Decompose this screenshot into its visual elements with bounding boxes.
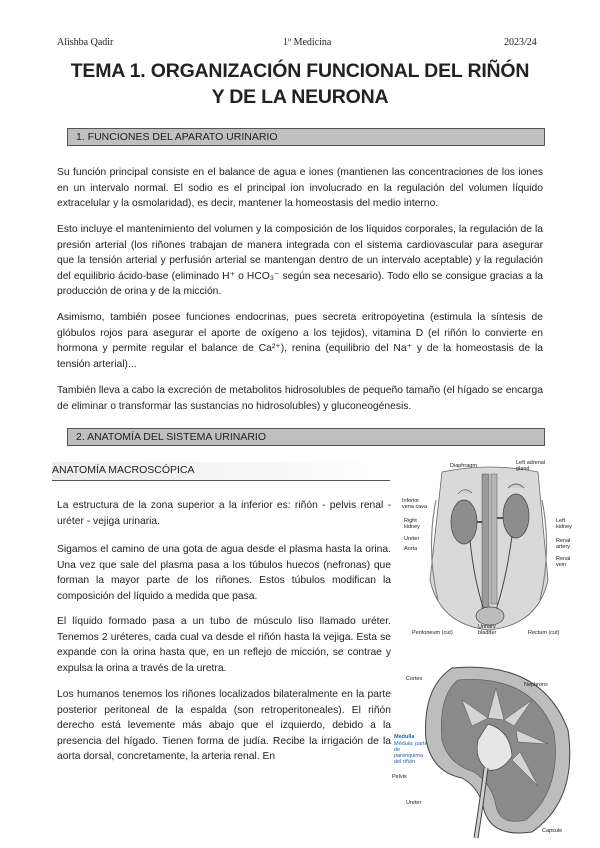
label-inferior-vena-cava: Inferior vena cava [402,498,428,510]
paragraph: Esto incluye el mantenimiento del volumen y la composición de los líquidos corporales, la regulación de la presión arterial (los riñones trabajan de manera integrada con el sistema cardiovascular para asegurar que la tensión arterial y perfusión arterial se mantengan dentro de un intervalo aceptable) y la regulación del equilibrio ácido-base (eliminado H⁺ o HCO₃⁻ según sea necesario). Todo ello se consigue gracias a la producción de orina y de la micción. [57,224,543,298]
paragraph: Asimismo, también posee funciones endocrinas, pues secreta eritropoyetina (estimula la síntesis de glóbulos rojos para asegurar el aporte de oxígeno a los tejidos), vitamina D (el riñón lo convierte en hormona y permite regular el balance de Ca²⁺), renina (equilibrio del Na⁺ y de la homeostasis de la tensión arterial)... [57,312,543,370]
label-nephrons: Nephrons [524,682,548,688]
paragraph: El líquido formado pasa a un tubo de músculo liso llamado uréter. Tenemos 2 uréteres, cada cual va desde el riñón hasta la vejiga. Esta se expande con la orina hasta que, en un reflejo de micción, se contrae y expulsa la orina a través de la uretra. [57,616,391,674]
label-diaphragm: Diaphragm [450,463,477,469]
label-ureter: Ureter [404,536,420,542]
medulla-annotation: Médula: parte de parénquima del riñón [394,741,428,765]
label-left-adrenal-gland: Left adrenal gland [516,460,546,472]
paragraph: También lleva a cabo la excreción de metabolitos hidrosolubles de pequeño tamaño (el hígado se encarga de eliminar o transformar las sustancias no hidrosolubles) y gluconeogénesis. [57,385,543,412]
label-medulla: Medulla [394,734,415,740]
label-right-kidney: Right kidney [404,518,420,530]
label-urinary-bladder: Urinary bladder [478,624,497,636]
header-course: 1º Medicina [283,37,332,48]
label-peritoneum: Peritoneum (cut) [412,630,453,636]
kidney-section-figure [392,660,580,840]
paragraph: Su función principal consiste en el balance de agua e iones (mantienen las concentraciones de los iones en un intervalo normal. El sodio es el principal ion involucrado en la regulación del volumen líquido extracelular y la osmolaridad), es decir, mantener la homeostasis del medio interno. [57,167,543,210]
title-line-2: Y DE LA NEURONA [211,86,389,108]
section-heading-1: 1. FUNCIONES DEL APARATO URINARIO [67,128,545,146]
label-left-kidney: Left kidney [556,518,572,530]
paragraph: La estructura de la zona superior a la inferior es: riñón - pelvis renal - uréter - vejiga urinaria. [57,500,391,527]
urinary-system-illustration [398,460,580,640]
label-renal-vein: Renal vein [556,556,571,568]
page-title [40,58,560,110]
paragraph: Sigamos el camino de una gota de agua desde el plasma hasta la orina. Una vez que sale del plasma pasa a los túbulos huecos (nefronas) que forman la mayor parte de los riñones. Estos túbulos modifican la composición del líquido a medida que pasa. [57,544,391,602]
header-author: Alishba Qadir [57,37,114,48]
section-heading-2: 2. ANATOMÍA DEL SISTEMA URINARIO [67,428,545,446]
label-capsule: Capsule [542,828,563,834]
label-renal-pelvis: Pelvis [392,774,407,780]
label-rectum: Rectum (cut) [528,630,560,636]
paragraph: Los humanos tenemos los riñones localizados bilateralmente en la parte posterior peritoneal de la espalda (son retroperitoneales). El riñón derecho está levemente más abajo que el izquierdo, debido a la presencia del hígado. Tienen forma de judía. Recibe la irrigación de la aorta dorsal, concretamente, la arteria renal. En [57,689,391,763]
label-ureter: Ureter [406,800,422,806]
label-aorta: Aorta [404,546,418,552]
header-year: 2023/24 [504,37,537,48]
label-renal-artery: Renal artery [556,538,571,550]
subsection-heading: ANATOMÍA MACROSCÓPICA [52,462,390,481]
urinary-system-figure [398,460,580,640]
title-line-1: TEMA 1. ORGANIZACIÓN FUNCIONAL DEL RIÑÓN [70,60,530,82]
label-cortex: Cortex [406,676,423,682]
